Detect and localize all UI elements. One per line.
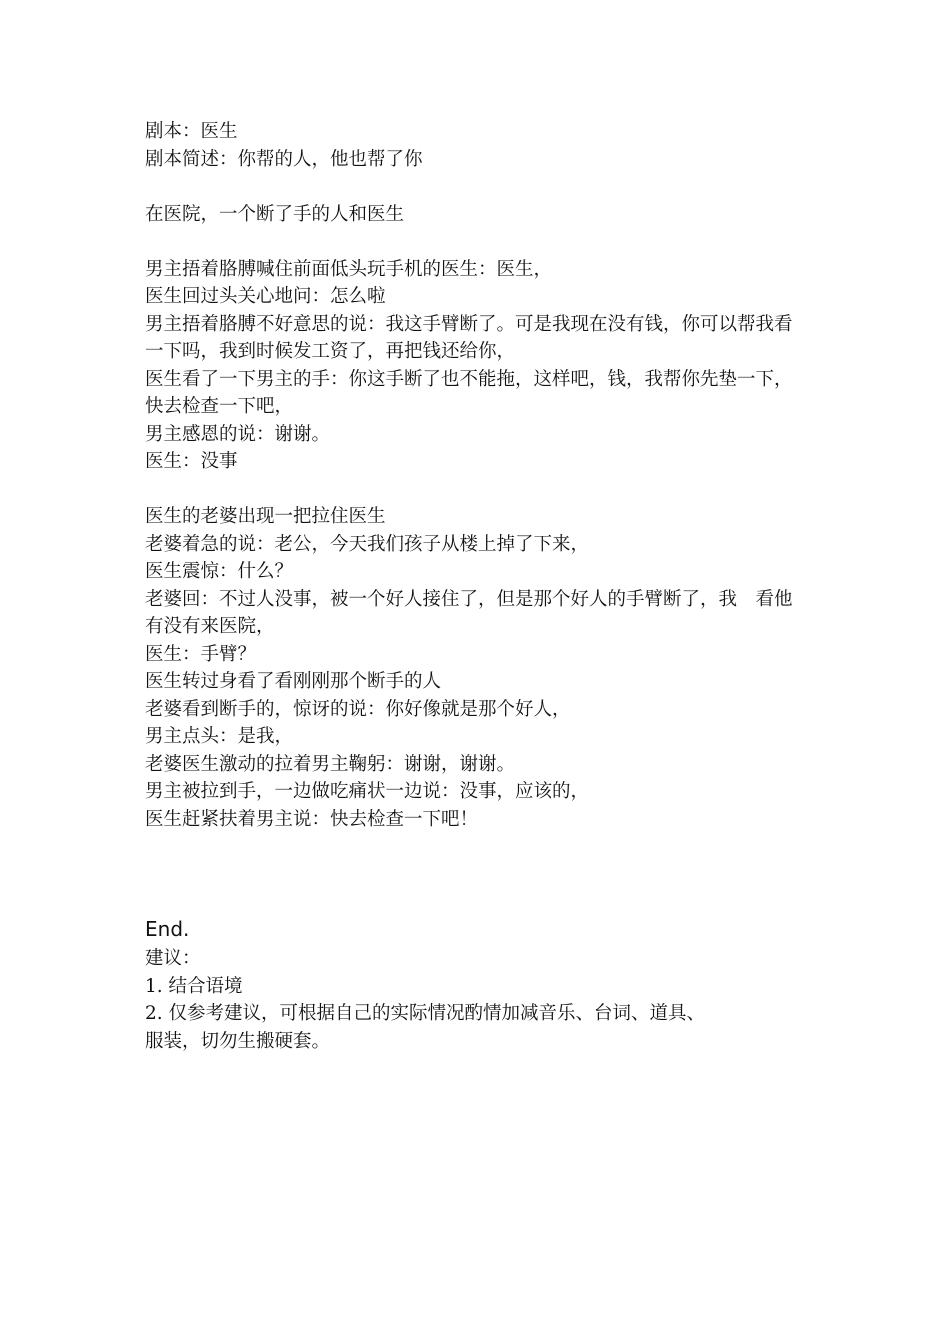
end-marker: End. [145, 917, 190, 941]
dialogue-line: 男主点头：是我， [145, 726, 294, 747]
dialogue-line: 医生：手臂？ [145, 643, 257, 665]
spacer [145, 173, 805, 201]
dialogue-line: 医生震惊：什么？ [145, 561, 294, 582]
dialogue-line: 男主捂着胳膊喊住前面低头玩手机的医生：医生， [145, 258, 553, 280]
dialogue-line: 男主捂着胳膊不好意思的说：我这手臂断了。可是我现在没有钱，你可以帮我看一下吗，我到时候发工资了，再把钱还给你， [145, 313, 793, 362]
scene-two [145, 503, 805, 833]
script-summary: 剧本简述：你帮的人，他也帮了你 [145, 148, 423, 170]
dialogue-line: 老婆看到断手的，惊讶的说：你好像就是那个好人， [145, 698, 571, 720]
dialogue-line: 医生回过头关心地问：怎么啦 [145, 286, 386, 307]
advice-heading: 建议： [145, 948, 201, 969]
spacer [145, 833, 805, 915]
dialogue-line: 医生的老婆出现一把拉住医生 [145, 506, 386, 527]
dialogue-line: 医生看了一下男主的手：你这手断了也不能拖，这样吧，钱，我帮你先垫一下，快去检查一下吧， [145, 368, 793, 417]
dialogue-line: 老婆回：不过人没事，被一个好人接住了，但是那个好人的手臂断了，我 看他有没有来医院， [145, 588, 793, 637]
dialogue-line: 医生转过身看了看刚刚那个断手的人 [145, 671, 442, 692]
advice-item: 1. 结合语境 [145, 975, 243, 997]
scene-one [145, 256, 805, 476]
script-title: 剧本：医生 [145, 121, 238, 142]
spacer [145, 228, 805, 256]
script-body [145, 118, 805, 1055]
advice-item: 2. 仅参考建议，可根据自己的实际情况酌情加减音乐、台词、道具、服装，切勿生搬硬套。 [145, 1003, 706, 1052]
dialogue-line: 男主被拉到手，一边做吃痛状一边说：没事，应该的， [145, 781, 590, 802]
spacer [145, 476, 805, 504]
dialogue-line: 医生：没事 [145, 451, 238, 472]
scene-setting: 在医院，一个断了手的人和医生 [145, 203, 405, 225]
dialogue-line: 老婆着急的说：老公，今天我们孩子从楼上掉了下来， [145, 533, 590, 555]
dialogue-line: 男主感恩的说：谢谢。 [145, 423, 331, 445]
dialogue-line: 老婆医生激动的拉着男主鞠躬：谢谢，谢谢。 [145, 753, 516, 775]
dialogue-line: 医生赶紧扶着男主说：快去检查一下吧！ [145, 808, 479, 830]
